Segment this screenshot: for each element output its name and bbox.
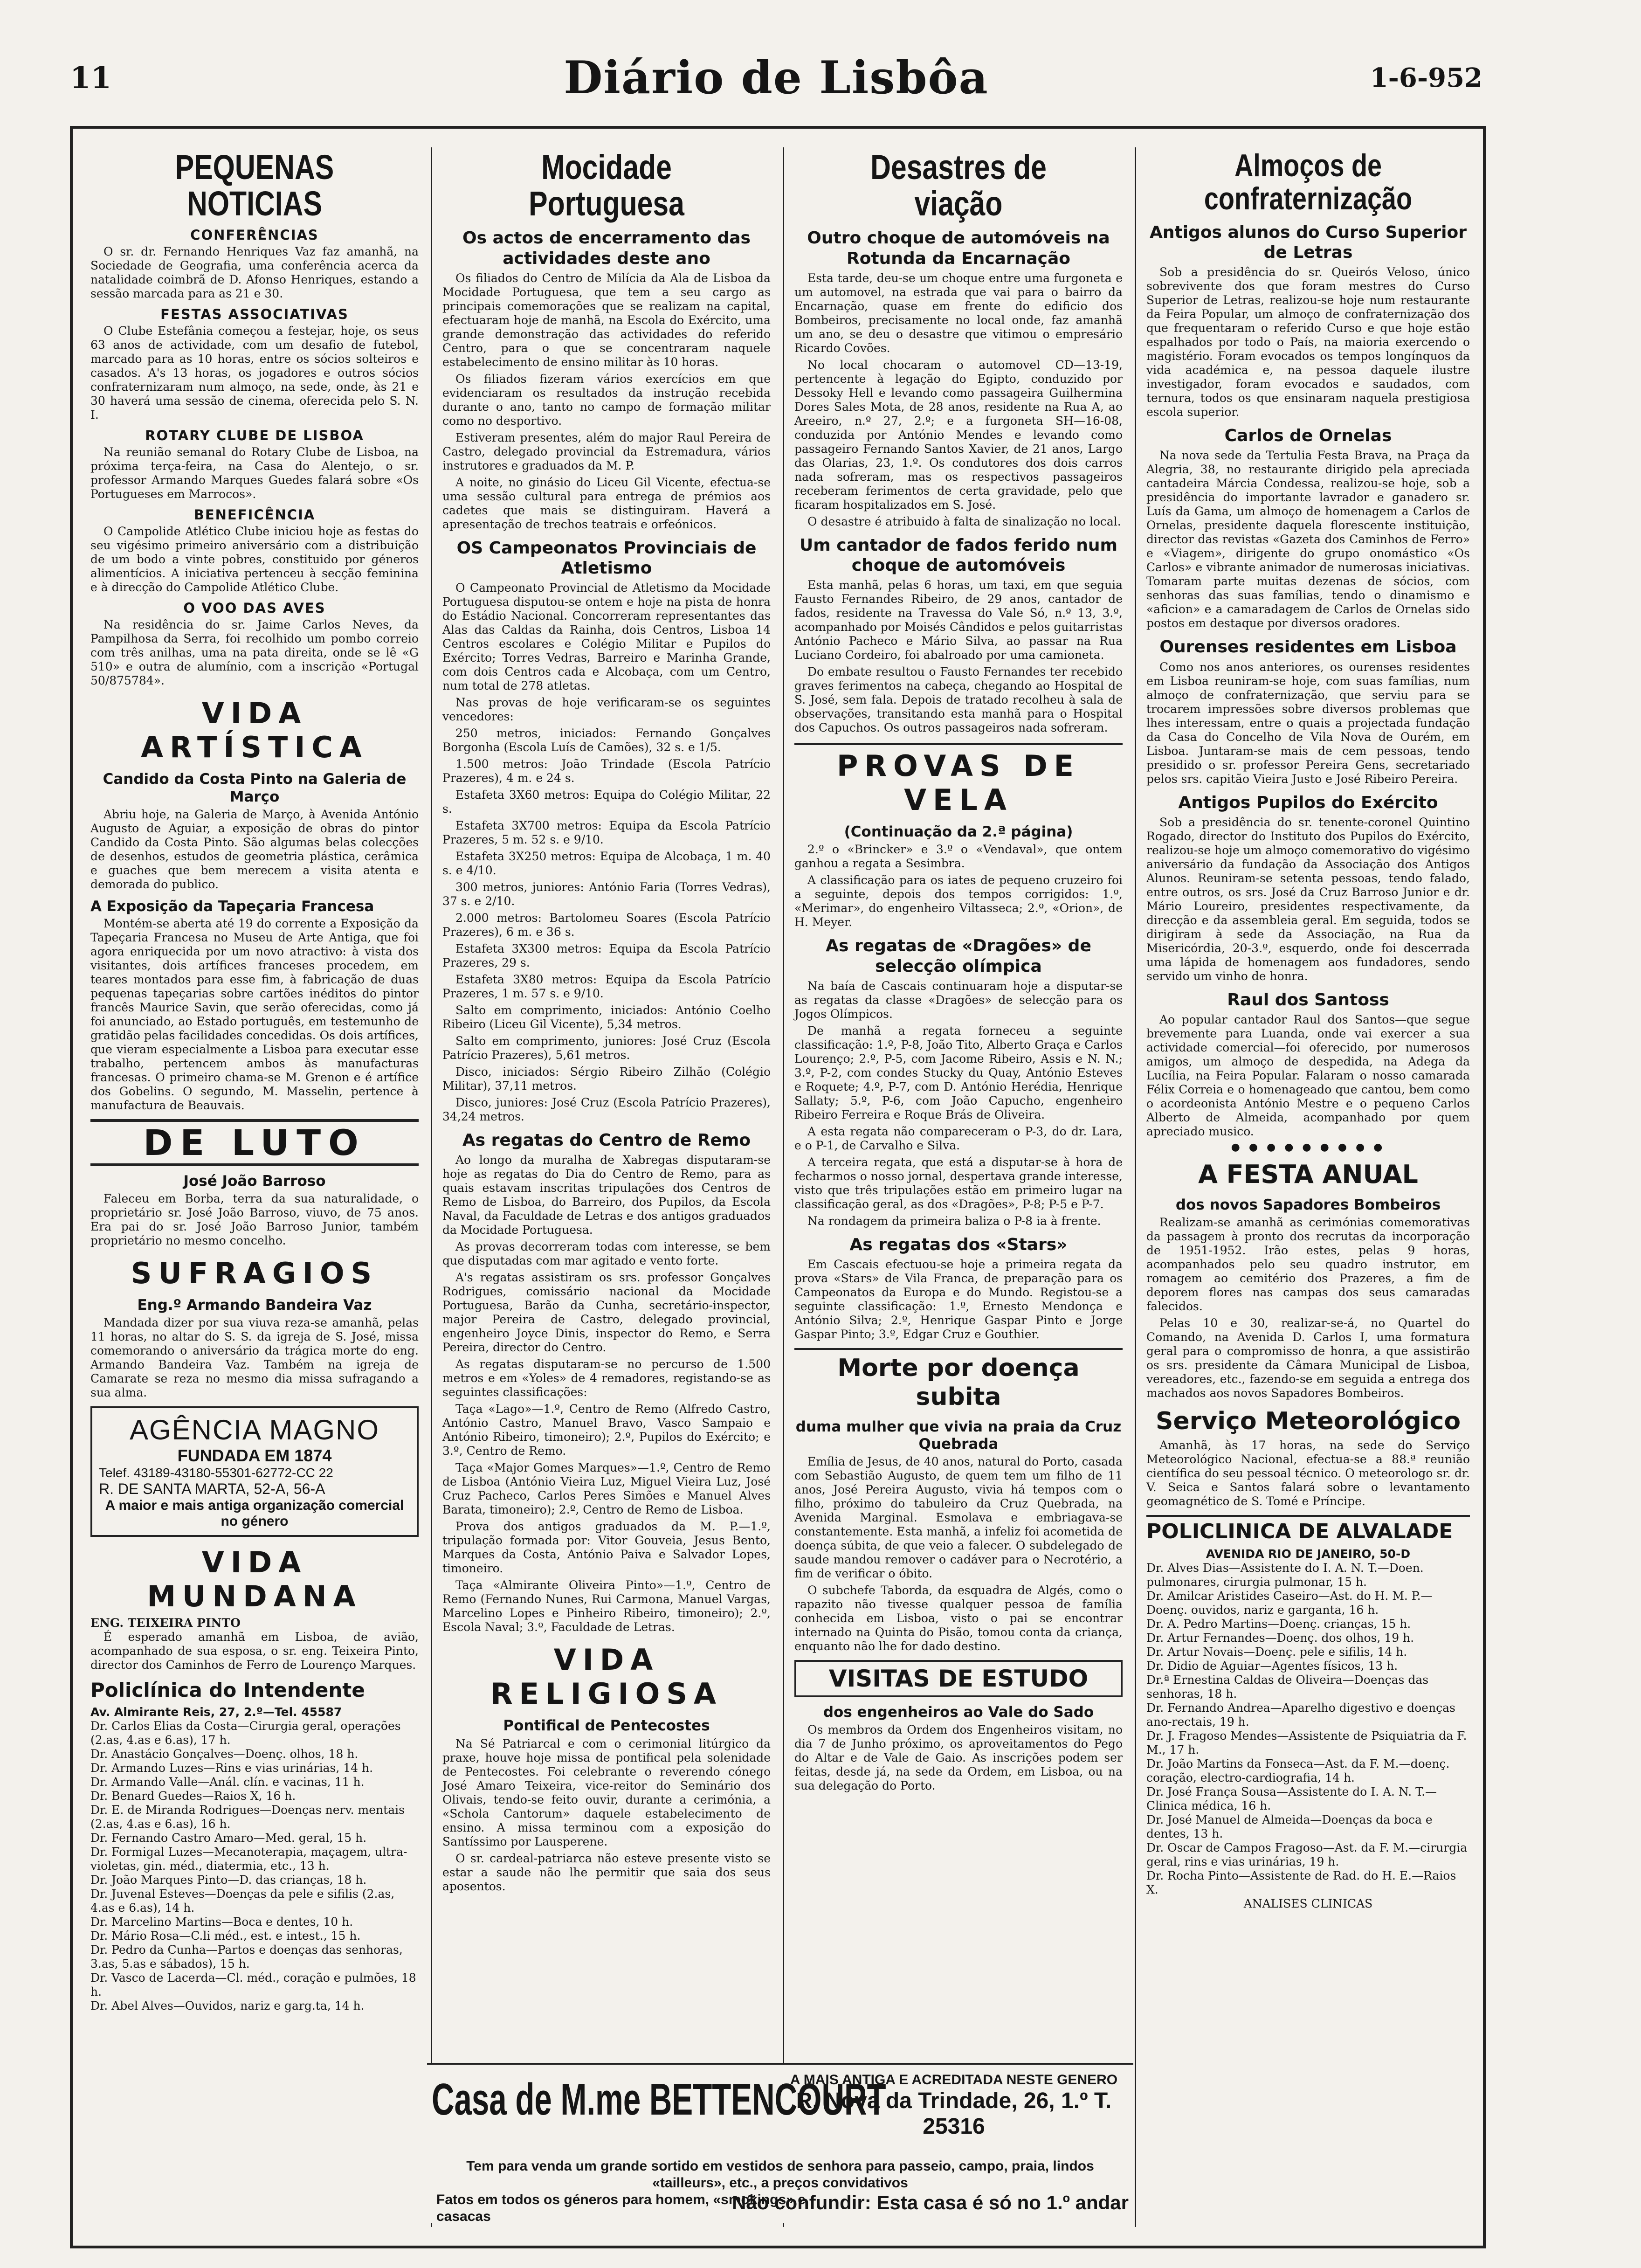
article-text: Os membros da Ordem dos Engenheiros visitam, no dia 7 de Junho próximo, os aproveitamentos do Pego do Altar e de Vale de Gaio. As inscrições podem ser feitas, desde já, na sede da Ordem, em Lisboa, ou na sua delegação do Porto. — [794, 1723, 1123, 1793]
article-text: A esta regata não compareceram o P-3, do dr. Lara, e o P-1, de Carvalho e Silva. — [794, 1124, 1123, 1152]
advert-address: Av. Almirante Reis, 27, 2.º—Tel. 45587 — [90, 1705, 342, 1719]
page-header — [70, 51, 1482, 131]
article-text: Sob a presidência do sr. tenente-coronel Quintino Rogado, director do Instituto dos Pupilos do Exército, realizou-se hoje um almoço comemorativo do vigésimo aniversário da fundação da Associação dos Antigos Alunos. Reuniram-se setenta pessoas, tendo falado, entre outros, os srs. José da Cruz Barroso Junior e dr. Mário Loureiro, presidentes respectivamente, da direcção e da assembleia geral. Em seguida, todos se dirigiram à sede da Associação, na Rua da Misericórdia, 20-3.º, esquerdo, onde foi descerrada uma lápida de homenagem aos fundadores, sendo servido um vinho de honra. — [1146, 815, 1470, 983]
section-title: VISITAS DE ESTUDO — [794, 1660, 1123, 1697]
section-title: VIDA RELIGIOSA — [490, 1643, 723, 1711]
article-text: Na Sé Patriarcal e com o cerimonial litúrgico da praxe, houve hoje missa de pontifical pela solenidade de Pentecostes. Foi celebrante o reverendo cónego José Amaro Teixeira, vice-reitor do Seminário dos Olivais, tendo-se feito ouvir, durante a cerimónia, a «Schola Cantorum» daquele estabelecimento de ensino. A missa terminou com a exposição do Santíssimo por Lausperene. — [442, 1736, 771, 1848]
result-line: Disco, iniciados: Sérgio Ribeiro Zilhão (Colégio Militar), 37,11 metros. — [442, 1065, 771, 1093]
advert-info — [781, 2072, 1126, 2139]
article-text: Sob a presidência do sr. Queirós Veloso, único sobrevivente dos que foram mestres do Curso Superior de Letras, realizou-se hoje num restaurante da Feira Popular, um almoço de confraternização dos que frequentaram o referido Curso e que hoje estão espalhados por todo o País, na maioria exercendo o magistério. Foram evocados os tempos longínquos da vida académica e, na pessoa daquele ilustre investigador, foram evocados e saudados, com ternura, todos os que ensinaram naquela prestigiosa escola superior. — [1146, 265, 1470, 419]
list-item: Dr. Armando Luzes—Rins e vias urinárias, 14 h. — [90, 1761, 373, 1775]
list-item: Dr. João Marques Pinto—D. das crianças, 18 h. — [90, 1873, 367, 1887]
subhead: dos novos Sapadores Bombeiros — [1175, 1196, 1441, 1213]
list-item: Dr. Rocha Pinto—Assistente de Rad. do H. E.—Raios X. — [1146, 1869, 1456, 1897]
article-text: Esta manhã, pelas 6 horas, um taxi, em que seguia Fausto Fernandes Ribeiro, de 29 anos, cantador de fados, residente na Travessa do Vale Só, n.º 13, 3.º, acompanhado por Moisés Cândidos e pelos guitarristas António Pacheco e Mário Silva, ao passar na Rua Luciano Cordeiro, foi abalroado por uma camioneta. — [794, 578, 1123, 662]
result-line: Estafeta 3X80 metros: Equipa da Escola Patrício Prazeres, 1 m. 57 s. e 9/10. — [442, 973, 771, 1001]
article-text: Em Cascais efectuou-se hoje a primeira regata da prova «Stars» de Vila Franca, de preparação para os Campeonatos da Europa e do Mundo. Registou-se a seguinte classificação: 1.º, Ernesto Mendonça e António Silva; 2.º, Henrique Gaspar Pinto e Jorge Gaspar Pinto; 3.º, Edgar Cruz e Gouthier. — [794, 1257, 1123, 1341]
list-item: Dr. Mário Rosa—C.li méd., est. e intest., 15 h. — [90, 1929, 361, 1943]
section-title: PEQUENAS NOTICIAS — [175, 148, 334, 223]
article-text: Do embate resultou o Fausto Fernandes ter recebido graves ferimentos na cabeça, chegando ao Hospital de S. José, sem fala. Depois de tratado recolheu à sala de observações, transitando esta manhã para o Hospital dos Capuchos. Os outros passageiros nada sofreram. — [794, 665, 1123, 735]
list-item: Dr. E. de Miranda Rodrigues—Doenças nerv. mentais (2.as, 4.as e 6.as), 16 h. — [90, 1803, 405, 1831]
article-text: Na residência do sr. Jaime Carlos Neves, da Pampilhosa da Serra, foi recolhido um pombo correio com três anilhas, uma na pata direita, onde se lê «G 510» e outra de alumínio, com a inscrição «Portugal 50/875784». — [90, 618, 419, 688]
result-line: 1.500 metros: João Trindade (Escola Patrício Prazeres), 4 m. e 24 s. — [442, 757, 771, 785]
subhead: Antigos Pupilos do Exército — [1178, 793, 1438, 812]
subhead: FESTAS ASSOCIATIVAS — [160, 306, 349, 323]
section-title: Morte por doença subita — [794, 1348, 1123, 1412]
article-text: Nas provas de hoje verificaram-se os seguintes vencedores: — [442, 696, 771, 724]
list-item: Dr. Benard Guedes—Raios X, 16 h. — [90, 1789, 296, 1803]
article-text: Como nos anos anteriores, os ourenses residentes em Lisboa reuniram-se hoje, com suas famílias, num almoço de confraternização, que serviu para se trocarem impressões sobre diversos problemas que lhes interessam, entre o quais a projectada fundação da Casa do Concelho de Vila Nova de Ourém, em Lisboa. Juntaram-se mais de cem pessoas, tendo presidido o sr. professor Pereira Gens, secretariado pelos srs. capitão Vieira Justo e José Ribeiro Pereira. — [1146, 660, 1470, 786]
subhead: Candido da Costa Pinto na Galeria de Março — [103, 771, 407, 805]
article-text: Na baía de Cascais continuaram hoje a disputar-se as regatas da classe «Dragões» de selecção para os Jogos Olímpicos. — [794, 979, 1123, 1021]
article-text: 2.º o «Brincker» e 3.º o «Vendaval», que ontem ganhou a regata a Sesimbra. — [794, 843, 1123, 871]
article-text: Estiveram presentes, além do major Raul Pereira de Castro, delegado provincial da Estremadura, vários instrutores e graduados da M. P. — [442, 430, 771, 472]
subhead: ENG. TEIXEIRA PINTO — [90, 1616, 241, 1630]
section-title: Almoços de confraternização — [1204, 148, 1413, 217]
subhead: Eng.º Armando Bandeira Vaz — [137, 1296, 372, 1314]
section-title: PROVAS DE VELA — [794, 743, 1123, 817]
article-text: Os filiados fizeram vários exercícios em que evidenciaram os resultados da instrução recebida durante o ano, tanto no campo de formação militar como no desportivo. — [442, 372, 771, 428]
subhead: Outro choque de automóveis na Rotunda da Encarnação — [807, 228, 1110, 268]
subhead: Pontifical de Pentecostes — [503, 1717, 710, 1735]
list-item: Dr. Artur Novais—Doenç. pele e sifilis, 14 h. — [1146, 1645, 1407, 1659]
article-text: Na rondagem da primeira baliza o P-8 ia à frente. — [807, 1214, 1101, 1228]
section-title: Desastres de viação — [870, 148, 1047, 223]
column-rule — [783, 147, 784, 2227]
list-item: Dr. Formigal Luzes—Mecanoterapia, maçagem, ultra-violetas, gin. méd., diatermia, etc., 13 h. — [90, 1845, 407, 1873]
subhead: CONFERÊNCIAS — [190, 227, 319, 243]
article-text: Montém-se aberta até 19 do corrente a Exposição da Tapeçaria Francesa no Museu de Arte Antiga, que foi agora enriquecida por um novo atractivo: à vista dos visitantes, dois artífices franceses procedem, em teares montados para esse fim, à fabricação de duas pequenas tapeçarias sobre cartões inéditos do pintor francês Maurice Savin, que serão oferecidas, como já foi anunciado, ao Estado português, em testemunho de gratidão pelas facilidades concedidas. Os dois artífices, que vieram especialmente a Lisboa para executar esse trabalho, pertencem ambos às manufacturas francesas. O primeiro chama-se M. Grenon e é artífice dos Gobelins. O segundo, M. Masselin, pertence à manufactura de Beauvais. — [90, 916, 419, 1112]
result-line: Estafeta 3X300 metros: Equipa da Escola Patrício Prazeres, 29 s. — [442, 942, 771, 970]
result-line: Taça «Major Gomes Marques»—1.º, Centro de Remo de Lisboa (António Vieira Luz, Miguel Vieira Luz, José Cruz Pacheco, Carlos Peres Simões e Manuel Alves Barata, timoneiro); 2.º, Centro de Remo de Lisboa. — [442, 1461, 771, 1517]
result-line: Taça «Lago»—1.º, Centro de Remo (Alfredo Castro, António Castro, Manuel Bravo, Vasco Sampaio e António Ribeiro, timoneiro); 2.º, Pupilos do Exército; e 3.º, Centro de Remo. — [442, 1402, 771, 1458]
subhead: Carlos de Ornelas — [1224, 426, 1392, 446]
advert-agencia-magno — [90, 1406, 419, 1537]
article-text: Amanhã, às 17 horas, na sede do Serviço Meteorológico Nacional, efectua-se a 88.ª reunião científica do seu pessoal técnico. O meteorologo sr. dr. V. Seica e Santos falará sobre o levantamento geomagnético de S. Tomé e Príncipe. — [1146, 1438, 1470, 1508]
subhead: As regatas de «Dragões» de selecção olímpica — [826, 936, 1091, 976]
article-text: O sr. dr. Fernando Henriques Vaz faz amanhã, na Sociedade de Geografia, uma conferência acerca da natalidade coimbrã de D. Afonso Henriques, estando a sessão marcada para as 21 e 30. — [90, 245, 419, 301]
result-line: Salto em comprimento, juniores: José Cruz (Escola Patrício Prazeres), 5,61 metros. — [442, 1034, 771, 1062]
list-item: Dr. Vasco de Lacerda—Cl. méd., coração e pulmões, 18 h. — [90, 1971, 416, 1998]
column-almocos — [1138, 147, 1478, 2227]
list-item: Dr. Didio de Aguiar—Agentes físicos, 13 h. — [1146, 1659, 1398, 1673]
column-desastres — [786, 147, 1131, 2227]
subhead: Um cantador de fados ferido num choque de automóveis — [800, 535, 1117, 575]
advert-title: POLICLINICA DE ALVALADE — [1146, 1515, 1470, 1544]
advert-footer: ANALISES CLINICAS — [1243, 1897, 1373, 1911]
article-text: Ao popular cantador Raul dos Santos—que segue brevemente para Luanda, onde vai exercer a sua actividade comercial—foi oferecido, por numerosos amigos, um almoço de despedida, na Adega da Lucília, na Feira Popular. Falaram o nosso camarada Félix Correia e o homenageado que cantou, bem como o acordeonista António Mestre e o pequeno Carlos Alberto de Almeida, acompanhado por quem apreciado musico. — [1146, 1012, 1470, 1138]
result-line: Disco, juniores: José Cruz (Escola Patrício Prazeres), 34,24 metros. — [442, 1096, 771, 1124]
article-text: O sr. cardeal-patriarca não esteve presente visto se estar a saude não lhe permitir que saia dos seus aposentos. — [442, 1851, 771, 1893]
article-text: Emília de Jesus, de 40 anos, natural do Porto, casada com Sebastião Augusto, de quem tem um filho de 11 anos, José Pereira Augusto, vivia há tempos com o filho, próximo do tabuleiro da Cruz Quebrada, na Avenida Marginal. Esmolava e embriagava-se constantemente. Esta manhã, a infeliz foi acometida de doença súbita, de que veio a falecer. O subdelegado de saude mandou remover o cadáver para o Necrotério, a fim de verificar o óbito. — [794, 1455, 1123, 1581]
article-text: A terceira regata, que está a disputar-se à hora de fecharmos o nosso jornal, despertava grande interesse, visto que três tripulações estão em primeiro lugar na classificação geral, as dos «Dragões», P-8; P-5 e P-7. — [794, 1155, 1123, 1211]
subhead: Raul dos Santoss — [1227, 990, 1389, 1010]
divider: ● ● ● ● ● ● ● ● ● — [1231, 1141, 1386, 1153]
article-text: Os filiados do Centro de Milícia da Ala de Lisboa da Mocidade Portuguesa, que tem a seu cargo as principais comemorações que se realizam na capital, efectuaram hoje de manhã, na Escola do Exército, uma grande demonstração das actividades do referido Centro, para o que se concentraram naquele estabelecimento de ensino militar às 10 horas. — [442, 271, 771, 369]
advert-phones: Telef. 43189-43180-55301-62772-CC 22 — [99, 1466, 333, 1480]
subhead: José João Barroso — [183, 1172, 326, 1189]
article-text: É esperado amanhã em Lisboa, de avião, acompanhado de sua esposa, o sr. eng. Teixeira Pinto, director dos Caminhos de Ferro de Lourenço Marques. — [90, 1630, 419, 1672]
column-pequenas-noticias — [82, 147, 427, 2227]
subhead: As regatas dos «Stars» — [849, 1235, 1068, 1254]
list-item: Dr. J. Fragoso Mendes—Assistente de Psiquiatria da F. M., 17 h. — [1146, 1729, 1467, 1757]
article-text: O Campolide Atlético Clube iniciou hoje as festas do seu vigésimo primeiro aniversário com a distribuição de um bodo a vinte pobres, constituido por géneros alimentícios. A iniciativa pertenceu à secção feminina e à direcção do Campolide Atlético Clube. — [90, 525, 419, 595]
result-line: Salto em comprimento, iniciados: António Coelho Ribeiro (Liceu Gil Vicente), 5,34 metros. — [442, 1003, 771, 1031]
subhead: OS Campeonatos Provinciais de Atletismo — [456, 538, 757, 578]
list-item: Dr. Artur Fernandes—Doenç. dos olhos, 19 h. — [1146, 1631, 1414, 1645]
article-text: Abriu hoje, na Galeria de Março, à Avenida António Augusto de Aguiar, a exposição de obras do pintor Candido da Costa Pinto. São algumas belas colecções de desenhos, estudos de geometria plástica, cerâmica e guaches que bem merecem a visita atenta e demorada do publico. — [90, 807, 419, 891]
result-line: Estafeta 3X250 metros: Equipa de Alcobaça, 1 m. 40 s. e 4/10. — [442, 850, 771, 878]
column-rule — [1135, 147, 1136, 2227]
result-line: 250 metros, iniciados: Fernando Gonçalves Borgonha (Escola Luís de Camões), 32 s. e 1/5. — [442, 726, 771, 754]
subhead: Os actos de encerramento das actividades deste ano — [462, 228, 751, 268]
article-text: Pelas 10 e 30, realizar-se-á, no Quartel do Comando, na Avenida D. Carlos I, uma formatura geral para o compromisso de honra, a que assistirão os srs. presidente da Câmara Municipal de Lisboa, vereadores, etc., fazendo-se em seguida a entrega dos machados aos novos Sapadores Bombeiros. — [1146, 1316, 1470, 1400]
page-frame — [70, 126, 1486, 2248]
subhead: O VOO DAS AVES — [183, 600, 326, 616]
advert-tagline-1: Tem para venda um grande sortido em vestidos de senhora para passeio, campo, praia, lindos «tailleurs», etc., a preços convidativos — [466, 2158, 1094, 2191]
advert-claim: A MAIS ANTIGA E ACREDITADA NESTE GENERO — [790, 2072, 1118, 2088]
article-text: Na reunião semanal do Rotary Clube de Lisboa, na próxima terça-feira, na Casa do Alentejo, o sr. professor Armando Marques Guedes falará sobre «Os Portugueses em Marrocos». — [90, 445, 419, 501]
advert-warning: Não confundir: Esta casa é só no 1.º andar — [732, 2192, 1129, 2213]
doctor-list — [1146, 1561, 1470, 1897]
result-line: 2.000 metros: Bartolomeu Soares (Escola Patrício Prazeres), 6 m. e 36 s. — [442, 911, 771, 939]
list-item: Dr. Pedro da Cunha—Partos e doenças das senhoras, 3.as, 5.as e sábados), 15 h. — [90, 1943, 403, 1971]
subhead: As regatas do Centro de Remo — [462, 1131, 751, 1150]
article-text: O desastre é atribuido à falta de sinalização no local. — [807, 514, 1121, 528]
list-item: Dr. José França Sousa—Assistente do I. A. N. T.—Clinica médica, 16 h. — [1146, 1785, 1437, 1813]
result-line: Estafeta 3X60 metros: Equipa do Colégio Militar, 22 s. — [442, 788, 771, 816]
list-item: Dr. Fernando Andrea—Aparelho digestivo e doenças ano-rectais, 19 h. — [1146, 1701, 1455, 1729]
advert-tagline-2: Fatos em todos os géneros para homem, «smokings» e casacas — [436, 2192, 806, 2224]
list-item: Dr. Armando Valle—Anál. clín. e vacinas, 11 h. — [90, 1775, 365, 1789]
advert-bettencourt — [427, 2063, 1133, 2223]
advert-address: R. DE SANTA MARTA, 52-A, 56-A — [99, 1480, 325, 1498]
advert-slogan: A maior e mais antiga organização comercial no género — [105, 1498, 404, 1529]
article-text: As provas decorreram todas com interesse, se bem que disputadas com mar agitado e vento forte. — [442, 1240, 771, 1268]
advert-title: Policlínica do Intendente — [90, 1679, 365, 1702]
advert-name: Casa de M.me BETTENCOURT — [432, 2074, 886, 2124]
continuation-note: (Continuação da 2.ª página) — [844, 823, 1073, 841]
article-text: O Campeonato Provincial de Atletismo da Mocidade Portuguesa disputou-se ontem e hoje na pista de honra do Estádio Nacional. Concorreram representantes das Alas das Caldas da Rainha, dois Centros, Lisboa 14 Centros escolares e Colégio Militar e Pupilos do Exército; Torres Vedras, Barreiro e Marinha Grande, com dois Centros cada e Alcobaça, com um Centro, num total de 278 atletas. — [442, 581, 771, 693]
advert-address: R. Nova da Trindade, 26, 1.º T. 25316 — [796, 2088, 1112, 2139]
result-line: 300 metros, juniores: António Faria (Torres Vedras), 37 s. e 2/10. — [442, 880, 771, 908]
section-title: A FESTA ANUAL — [1198, 1159, 1418, 1189]
article-text: A classificação para os iates de pequeno cruzeiro foi a seguinte, depois dos tempos corrigidos: 1.º, «Merimar», do engenheiro Viltasseca; 2.º, «Orion», de H. Meyer. — [794, 873, 1123, 929]
subhead: Ourenses residentes em Lisboa — [1159, 637, 1457, 657]
list-item: Dr. José Manuel de Almeida—Doenças da boca e dentes, 13 h. — [1146, 1813, 1433, 1841]
advert-founded: FUNDADA EM 1874 — [177, 1446, 332, 1466]
list-item: Dr. Oscar de Campos Fragoso—Ast. da F. M.—cirurgia geral, rins e vias urinárias, 19 h. — [1146, 1841, 1468, 1869]
list-item: Dr.ª Ernestina Caldas de Oliveira—Doenças das senhoras, 18 h. — [1146, 1673, 1429, 1701]
masthead: Diário de Lisbôa — [564, 51, 989, 104]
article-text: Esta tarde, deu-se um choque entre uma furgoneta e um automovel, na estrada que vai para o bairro da Encarnação, quase em frente do edificio dos Bombeiros, precisamente no local onde, faz amanhã um ano, se deu o desastre que vitimou o empresário Ricardo Covões. — [794, 271, 1123, 355]
list-item: Dr. Fernando Castro Amaro—Med. geral, 15 h. — [90, 1831, 367, 1845]
article-text: As regatas disputaram-se no percurso de 1.500 metros e em «Yoles» de 4 remadores, registando-se as seguintes classificações: — [442, 1357, 771, 1399]
subhead: Antigos alunos do Curso Superior de Letras — [1150, 222, 1467, 262]
subhead: duma mulher que vivia na praia da Cruz Quebrada — [795, 1418, 1122, 1452]
article-text: Realizam-se amanhã as cerimónias comemorativas da passagem à pronto dos recrutas da incorporação de 1951-1952. Irão estes, pelas 9 horas, acompanhados pelo seu quadro instrutor, em romagem ao cemitério dos Prazeres, a fim de deporem flores nas campas dos seus camaradas falecidos. — [1146, 1215, 1470, 1313]
subhead: dos engenheiros ao Vale do Sado — [823, 1704, 1094, 1721]
doctor-list — [90, 1719, 419, 2013]
list-item: Dr. Anastácio Gonçalves—Doenç. olhos, 18 h. — [90, 1747, 359, 1761]
article-text: Na nova sede da Tertulia Festa Brava, na Praça da Alegria, 38, no restaurante dirigido pela apreciada cantadeira Márcia Condessa, realizou-se hoje, sob a presidência do importante lavrador e ganadero sr. Luís da Gama, um almoço de homenagem a Carlos de Ornelas, presidente daquela florescente instituição, director das revistas «Gazeta dos Caminhos de Ferro» e «Viagem», dirigente do grupo onomástico «Os Carlos» e vibrante animador de numerosas iniciativas. Tomaram parte muitas dezenas de sócios, com senhoras das suas famílias, tendo o dinamismo e «aficion» e a camaradagem de Carlos de Ornelas sido postos em destaque por diversos oradores. — [1146, 449, 1470, 630]
list-item: Dr. Marcelino Martins—Boca e dentes, 10 h. — [90, 1915, 353, 1929]
result-line: Estafeta 3X700 metros: Equipa da Escola Patrício Prazeres, 5 m. 52 s. e 9/10. — [442, 819, 771, 847]
result-line: Prova dos antigos graduados da M. P.—1.º, tripulação formada por: Vitor Gouveia, Jesus Bento, Marques da Costa, António Paiva e Salvador Lopes, timoneiro. — [442, 1520, 771, 1576]
article-text: O Clube Estefânia começou a festejar, hoje, os seus 63 anos de actividade, com um desafio de futebol, marcado para as 10 horas, entre os sócios solteiros e casados. A's 13 horas, os jogadores e outros sócios confraternizaram num almoço, na sede, onde, às 21 e 30 haverá uma sessão de cinema, oferecida pelo S. N. I. — [90, 324, 419, 422]
column-rule — [431, 147, 432, 2227]
result-line: Taça «Almirante Oliveira Pinto»—1.º, Centro de Remo (Fernando Nunes, Rui Carmona, Manuel Vargas, Marcelino Lopes e Pinheiro Ribeiro, timoneiro); 2.º, Escola Naval; 3.º, Faculdade de Letras. — [442, 1578, 771, 1634]
section-title: Mocidade Portuguesa — [529, 148, 684, 223]
article-text: Mandada dizer por sua viuva reza-se amanhã, pelas 11 horas, no altar do S. S. da igreja de S. José, missa comemorando o aniversário da trágica morte do eng. Armando Bandeira Vaz. Também na igreja de Camarate se reza no mesmo dia missa sufragando a sua alma. — [90, 1316, 419, 1400]
advert-address: AVENIDA RIO DE JANEIRO, 50-D — [1206, 1547, 1411, 1561]
subhead: A Exposição da Tapeçaria Francesa — [90, 898, 374, 915]
article-text: A noite, no ginásio do Liceu Gil Vicente, efectua-se uma sessão cultural para entrega de prémios aos cadetes que mais se distinguiram. Haverá a apresentação de trechos teatrais e orfeónicos. — [442, 475, 771, 531]
page-number: 11 — [70, 61, 112, 96]
list-item: Dr. Amilcar Aristides Caseiro—Ast. do H. M. P.—Doenç. ouvidos, nariz e garganta, 16 h. — [1146, 1589, 1433, 1617]
issue-date: 1-6-952 — [1370, 62, 1482, 93]
article-text: A's regatas assistiram os srs. professor Gonçalves Rodrigues, comissário nacional da Mocidade Portuguesa, Barão da Cunha, secretário-inspector, major Pereira de Castro, delegado provincial, engenheiro Joyce Dinis, inspector do Remo, e Serra Pereira, director do Centro. — [442, 1271, 771, 1355]
article-text: Ao longo da muralha de Xabregas disputaram-se hoje as regatas do Dia do Centro de Remo, para as quais estavam inscritas tripulações dos Centros de Remo de Lisboa, do Barreiro, dos Pupilos, da Escola Naval, da Faculdade de Letras e dos antigos graduados da Mocidade Portuguesa. — [442, 1153, 771, 1237]
section-title: VIDA MUNDANA — [147, 1545, 362, 1614]
list-item: Dr. João Martins da Fonseca—Ast. da F. M.—doenç. coração, electro-cardiografia, 14 h. — [1146, 1757, 1450, 1785]
section-title: Serviço Meteorológico — [1155, 1407, 1461, 1435]
article-text: Faleceu em Borba, terra da sua naturalidade, o proprietário sr. José João Barroso, viuvo, de 75 anos. Era pai do sr. José João Barroso Junior, também proprietário no mesmo concelho. — [90, 1191, 419, 1247]
list-item: Dr. A. Pedro Martins—Doenç. crianças, 15 h. — [1146, 1617, 1411, 1631]
section-title: VIDA ARTÍSTICA — [141, 696, 368, 765]
subhead: ROTARY CLUBE DE LISBOA — [145, 428, 364, 444]
subhead: BENEFICÊNCIA — [193, 507, 316, 523]
list-item: Dr. Carlos Elias da Costa—Cirurgia geral, operações (2.as, 4.as e 6.as), 17 h. — [90, 1719, 401, 1747]
article-text: No local chocaram o automovel CD—13-19, pertencente à legação do Egipto, conduzido por Dessoky Hell e levando como passageira Guilhermina Dores Sales Mota, de 28 anos, residente na Rua A, ao Areeiro, n.º 27, 2.º; e a furgoneta SH—16-08, conduzida por António Mendes e levando como passageiro Fernando Santos Xavier, de 21 anos, Largo das Olarias, 23, 1.º. Os condutores dos dois carros nada sofreram, mas os respectivos passageiros receberam ferimentos de certa gravidade, pelo que ficaram hospitalizados em S. José. — [794, 358, 1123, 512]
article-text: O subchefe Taborda, da esquadra de Algés, como o rapazito não tivesse qualquer pessoa de família conhecida em Lisboa, visto o pai se encontrar internado na Quinta do Pisão, tomou conta da criança, enquanto não lhe for dado destino. — [794, 1583, 1123, 1653]
section-title: SUFRAGIOS — [131, 1256, 379, 1290]
list-item: Dr. Abel Alves—Ouvidos, nariz e garg.ta, 14 h. — [90, 1998, 365, 2012]
section-title: DE LUTO — [90, 1119, 419, 1166]
advert-name: AGÊNCIA MAGNO — [129, 1414, 380, 1446]
list-item: Dr. Alves Dias—Assistente do I. A. N. T.—Doen. pulmonares, cirurgia pulmonar, 15 h. — [1146, 1561, 1424, 1589]
article-text: De manhã a regata forneceu a seguinte classificação: 1.º, P-8, João Tito, Alberto Graça e Carlos Lourenço; 2.º, P-5, com Jacome Ribeiro, Assis e N. N.; 3.º, P-2, com condes Stucky du Quay, António Esteves e Roquete; 4.º, P-7, com D. António Herédia, Henrique Sallaty; 5.º, P-6, com João Capucho, engenheiro Ribeiro Ferreira e Roque Brás de Oliveira. — [794, 1023, 1123, 1121]
list-item: Dr. Juvenal Esteves—Doenças da pele e sifilis (2.as, 4.as e 6.as), 14 h. — [90, 1887, 395, 1915]
